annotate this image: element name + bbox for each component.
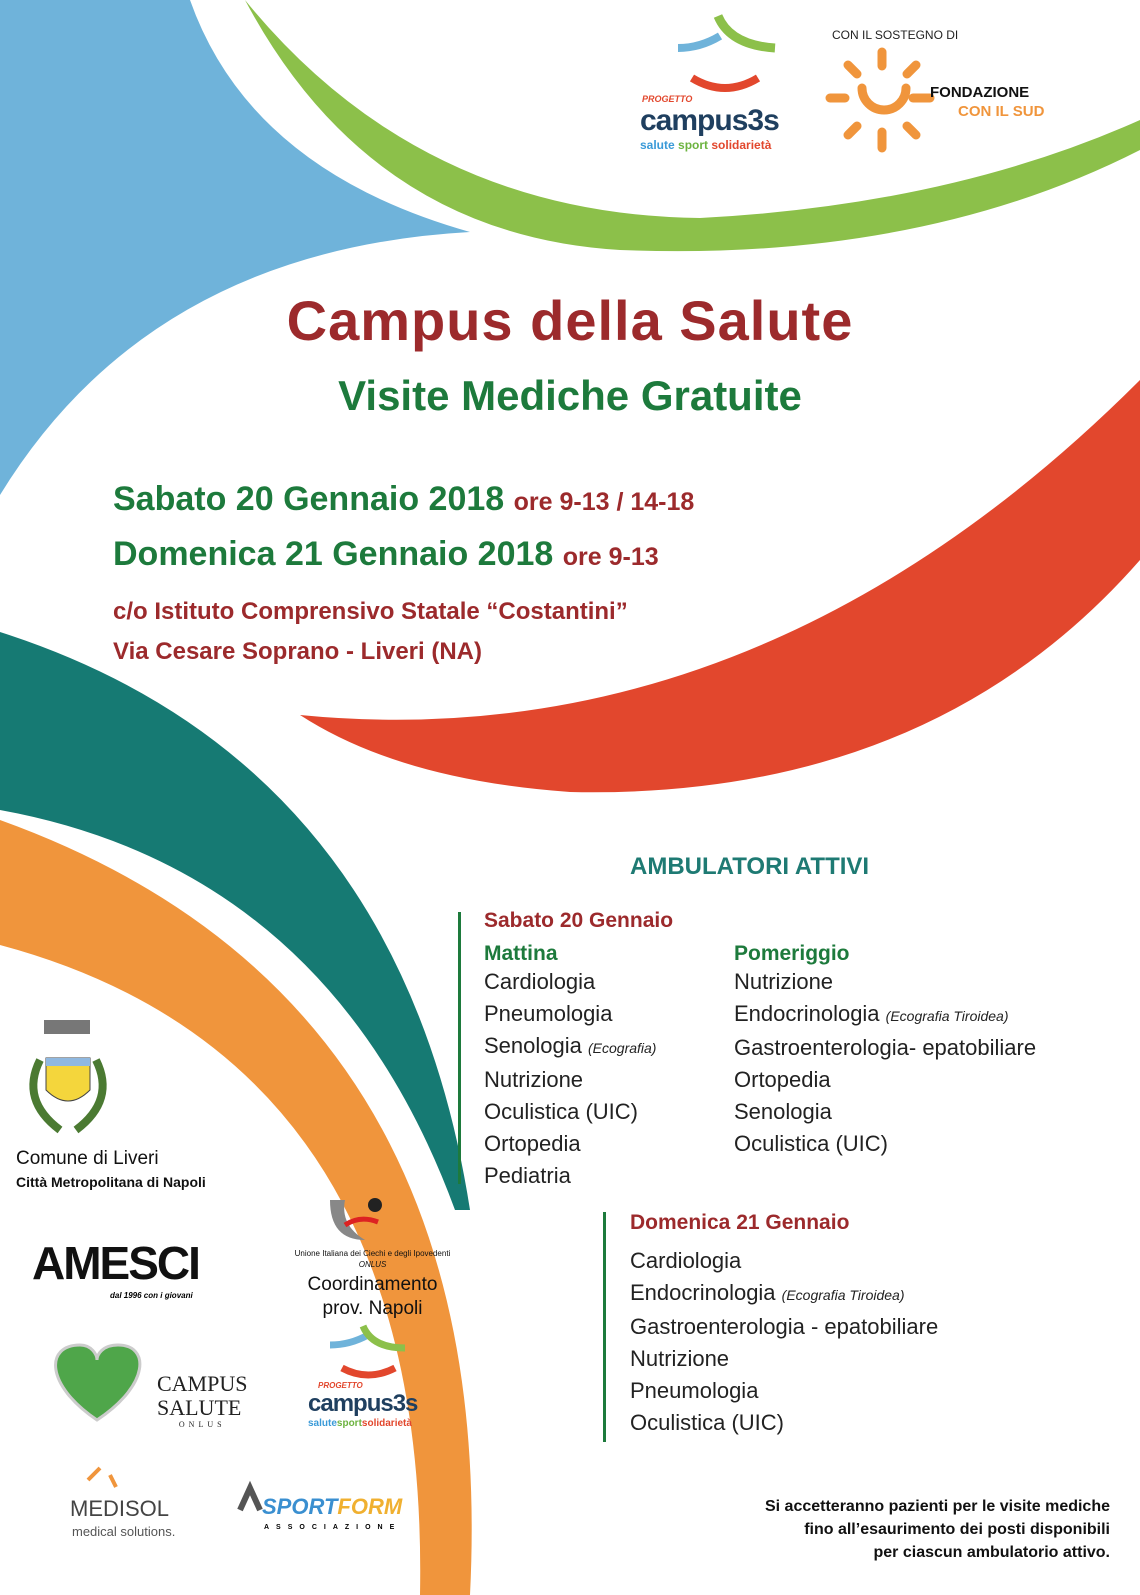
campus3s-progetto: PROGETTO bbox=[642, 94, 693, 104]
ambulatorio-item bbox=[484, 1064, 656, 1096]
page-subtitle: Visite Mediche Gratuite bbox=[338, 372, 802, 419]
uic-coordinamento: Coordinamento prov. Napoli bbox=[307, 1274, 438, 1319]
ambulatorio-item bbox=[734, 1032, 1036, 1064]
date-sunday: Domenica 21 Gennaio 2018 ore 9-13 bbox=[113, 535, 659, 573]
sportform-tagline: ASSOCIAZIONE bbox=[264, 1524, 402, 1531]
sunday-title: Domenica 21 Gennaio bbox=[630, 1211, 850, 1234]
ambulatorio-item bbox=[734, 1064, 1036, 1096]
sun-icon bbox=[830, 52, 930, 148]
ambulatorio-note: (Ecografia Tiroidea) bbox=[885, 1008, 1009, 1024]
ambulatorio-name: Gastroenterologia - epatobiliare bbox=[630, 1314, 939, 1339]
ambulatorio-note: (Ecografia) bbox=[588, 1040, 657, 1056]
medisol-logo: MEDISOL bbox=[70, 1496, 170, 1521]
amesci-logo: AMESCI bbox=[32, 1237, 199, 1289]
divider bbox=[458, 912, 461, 1184]
ambulatorio-name: Endocrinologia bbox=[630, 1280, 776, 1305]
ambulatorio-item bbox=[630, 1311, 938, 1343]
ambulatorio-item bbox=[734, 1128, 1036, 1160]
pomeriggio-label: Pomeriggio bbox=[734, 942, 850, 965]
campus3s-logo-bottom: campus3s bbox=[308, 1390, 418, 1417]
campus3s-tagline: salute sport solidarietà bbox=[640, 138, 772, 152]
ambulatorio-name: Cardiologia bbox=[484, 969, 596, 994]
ambulatorio-name: Endocrinologia bbox=[734, 1001, 880, 1026]
saturday-title: Sabato 20 Gennaio bbox=[484, 909, 674, 932]
ambulatorio-item bbox=[484, 1096, 656, 1128]
comune-name: Comune di Liveri bbox=[16, 1148, 159, 1169]
availability-note: Si accetteranno pazienti per le visite mediche fino all’esaurimento dei posti disponibili per ciascun ambulatorio attivo. bbox=[764, 1498, 1110, 1561]
ambulatorio-item bbox=[630, 1277, 938, 1311]
ambulatorio-item bbox=[734, 1096, 1036, 1128]
ambulatori-heading: AMBULATORI ATTIVI bbox=[630, 853, 870, 880]
amesci-tagline: dal 1996 con i giovani bbox=[110, 1291, 193, 1300]
sportform-logo: SPORTFORM bbox=[262, 1494, 403, 1519]
ambulatorio-item bbox=[484, 1128, 656, 1160]
ambulatorio-name: Cardiologia bbox=[630, 1248, 742, 1273]
ambulatorio-name: Pneumologia bbox=[484, 1001, 613, 1026]
ambulatorio-name: Senologia bbox=[484, 1033, 582, 1058]
heart-logo bbox=[56, 1345, 140, 1420]
ambulatorio-item bbox=[630, 1375, 938, 1407]
uic-onlus: ONLUS bbox=[358, 1260, 387, 1269]
domenica-list bbox=[630, 1245, 938, 1439]
ambulatorio-name: Nutrizione bbox=[630, 1346, 730, 1371]
campus3s-tagline-bottom: salutesportsolidarietà bbox=[308, 1418, 412, 1429]
ambulatorio-item bbox=[734, 966, 1036, 998]
ambulatorio-item bbox=[484, 1160, 656, 1192]
campus3s-logo: campus3s bbox=[640, 104, 779, 137]
medisol-tagline: medical solutions. bbox=[72, 1524, 176, 1539]
red-swoosh bbox=[300, 380, 1140, 792]
ambulatorio-name: Pneumologia bbox=[630, 1378, 759, 1403]
divider bbox=[603, 1212, 606, 1442]
fondazione-line2: CON IL SUD bbox=[958, 103, 1045, 120]
ambulatorio-item bbox=[630, 1245, 938, 1277]
page-title: Campus della Salute bbox=[286, 289, 854, 352]
ambulatorio-name: Gastroenterologia- epatobiliare bbox=[734, 1035, 1037, 1060]
ambulatorio-name: Nutrizione bbox=[734, 969, 834, 994]
ambulatorio-name: Oculistica (UIC) bbox=[734, 1131, 889, 1156]
ambulatorio-item bbox=[484, 998, 656, 1030]
ambulatorio-name: Oculistica (UIC) bbox=[484, 1099, 639, 1124]
comune-coat-of-arms bbox=[33, 1020, 102, 1130]
fondazione-line1: FONDAZIONE bbox=[930, 84, 1030, 101]
campus-salute-logo: CAMPUS SALUTE ONLUS bbox=[157, 1371, 248, 1429]
ambulatorio-item bbox=[484, 966, 656, 998]
ambulatorio-name: Ortopedia bbox=[734, 1067, 831, 1092]
date-saturday: Sabato 20 Gennaio 2018 ore 9-13 / 14-18 bbox=[113, 480, 695, 518]
ambulatorio-note: (Ecografia Tiroidea) bbox=[781, 1287, 905, 1303]
blue-swoosh bbox=[0, 0, 470, 495]
sponsor-label: CON IL SOSTEGNO DI bbox=[832, 28, 959, 42]
location-line1: c/o Istituto Comprensivo Statale “Costantini” bbox=[113, 598, 628, 625]
pomeriggio-list bbox=[734, 966, 1036, 1160]
mattina-list bbox=[484, 966, 656, 1192]
campus3s-progetto-bottom: PROGETTO bbox=[318, 1381, 363, 1390]
ambulatorio-item bbox=[630, 1407, 938, 1439]
orange-swoosh bbox=[0, 820, 472, 1595]
mattina-label: Mattina bbox=[484, 942, 558, 965]
ambulatorio-item bbox=[734, 998, 1036, 1032]
ambulatorio-name: Nutrizione bbox=[484, 1067, 584, 1092]
ambulatorio-item bbox=[630, 1343, 938, 1375]
ambulatorio-name: Ortopedia bbox=[484, 1131, 581, 1156]
location-line2: Via Cesare Soprano - Liveri (NA) bbox=[113, 638, 482, 665]
ambulatorio-name: Oculistica (UIC) bbox=[630, 1410, 785, 1435]
ambulatorio-name: Pediatria bbox=[484, 1163, 571, 1188]
uic-name: Unione Italiana dei Ciechi e degli Ipovedenti bbox=[294, 1249, 451, 1258]
ambulatorio-item bbox=[484, 1030, 656, 1064]
ambulatorio-name: Senologia bbox=[734, 1099, 832, 1124]
comune-subtitle: Città Metropolitana di Napoli bbox=[16, 1174, 206, 1190]
